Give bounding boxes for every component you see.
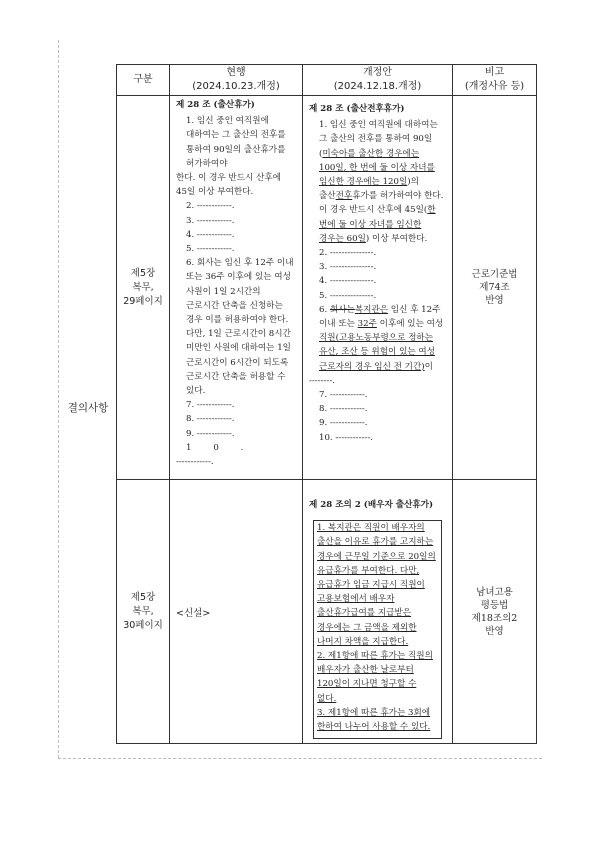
header-revised: 개정안 (2024.12.18.개정) (303, 65, 453, 96)
current-item-10-tail: ------------. (176, 457, 214, 468)
revised-article-title: 제 28 조 (출산전후휴가) (309, 104, 405, 114)
category-cell: 제5장 복무, 30페이지 (117, 480, 170, 744)
current-para-1: 1. 임신 중인 여직원에 대하여는 그 출산의 전후를 통하여 90일의 출산휴가를 허가하여야 (186, 116, 286, 169)
revised-para-6-tail: --------. (309, 375, 335, 386)
current-item-9: 9. ------------. (186, 428, 235, 439)
note-cell: 남녀고용 평등법 제18조의2 반영 (453, 480, 537, 744)
revised-item-9: 9. ------------. (319, 418, 368, 429)
category-cell: 제5장 복무, 29페이지 (117, 96, 170, 480)
revised-item-5: 5. ---------------. (319, 290, 377, 301)
added-text-box (313, 520, 442, 739)
current-article-title: 제 28 조 (출산휴가) (176, 100, 255, 110)
current-item-10: 1 0 . (186, 442, 244, 453)
table-row (117, 480, 537, 744)
current-text-cell (170, 96, 303, 480)
revised-para-3: 3. 제1항에 따른 휴가는 3회에 한하여 나누어 사용할 수 있다. (317, 707, 431, 733)
revised-item-8: 8. ------------. (319, 404, 368, 415)
current-para-6: 6. 회사는 임신 후 12주 이내 또는 36주 이후에 있는 여성 사원이 1일 2시간의 근로시간 단축을 신청하는 경우 이를 허용하여야 한다. 다만, 1일 근로시간이 8시간 미만인 사원에 대하여는 1일 근로시간이 6시간이 되도록 근로시간 단축을 허용할 수 있다. (186, 258, 294, 397)
revised-article-title: 제 28 조의 2 (배우자 출산휴가) (309, 500, 434, 510)
current-text-cell (170, 480, 303, 744)
revised-para-1: 1. 복지관은 직원이 배우자의 출산을 이유로 휴가를 고지하는 경우에 근무일 기준으로 20일의 유급휴가를 부여한다. 다만, 유급휴가 임금 지급시 직원이 고용보험에서 배우자 출산휴가급여를 지급받은 경우에는 그 금액을 제외한 나머지 차액을 지급한다. (317, 523, 436, 647)
revised-para-6: 6. 회사는복지관은 임신 후 12주 이내 또는 32주 이후에 있는 여성 직원(고용노동부령으로 정하는 유산, 조산 등 위험이 있는 여성 근로자의 경우 임신 전 기간)이 (319, 304, 444, 372)
revised-text-cell (303, 96, 453, 480)
current-para-1b: 한다. 이 경우 반드시 산후에 45일 이상 부여한다. (176, 173, 281, 198)
current-item-2: 2. ------------. (186, 201, 235, 212)
revised-text-cell (303, 480, 453, 744)
current-item-8: 8. ------------. (186, 414, 235, 425)
bottom-margin-line (58, 758, 542, 759)
new-article-mark: <신설> (176, 607, 211, 619)
revised-item-3: 3. ---------------. (319, 262, 377, 273)
revised-item-10: 10. ------------. (319, 432, 373, 443)
revised-item-7: 7. ------------. (319, 390, 368, 401)
current-item-3: 3. ------------. (186, 215, 235, 226)
current-item-5: 5. ------------. (186, 244, 235, 255)
header-note: 비고 (개정사유 등) (453, 65, 537, 96)
header-row (117, 65, 537, 96)
revised-item-4: 4. ---------------. (319, 276, 377, 287)
header-current: 현행 (2024.10.23.개정) (170, 65, 303, 96)
current-item-4: 4. ------------. (186, 229, 235, 240)
current-item-7: 7. ------------. (186, 400, 235, 411)
revised-para-1: 1. 임신 중인 여직원에 대하여는 그 출산의 전후를 통하여 90일(미숙아를 출산한 경우에는 100일, 한 번에 둘 이상 자녀를 임신한 경우에는 120일)의 출산전후휴가를 허가하여야 한다. 이 경우 반드시 산후에 45일(한 번에 둘 이상 자녀를 임신한 경우는 60일) 이상 부여한다. (319, 120, 444, 244)
left-margin-line (58, 40, 59, 758)
note-cell: 근로기준법 제74조 반영 (453, 96, 537, 480)
revised-para-2: 2. 제1항에 따른 휴가는 직원의 배우자가 출산한 날로부터 120일이 지나면 청구할 수 없다. (317, 651, 433, 704)
revision-table (116, 64, 537, 744)
revised-item-2: 2. ---------------. (319, 248, 377, 259)
table-row (117, 96, 537, 480)
header-category: 구분 (117, 65, 170, 96)
resolution-label: 결의사항 (67, 402, 109, 414)
